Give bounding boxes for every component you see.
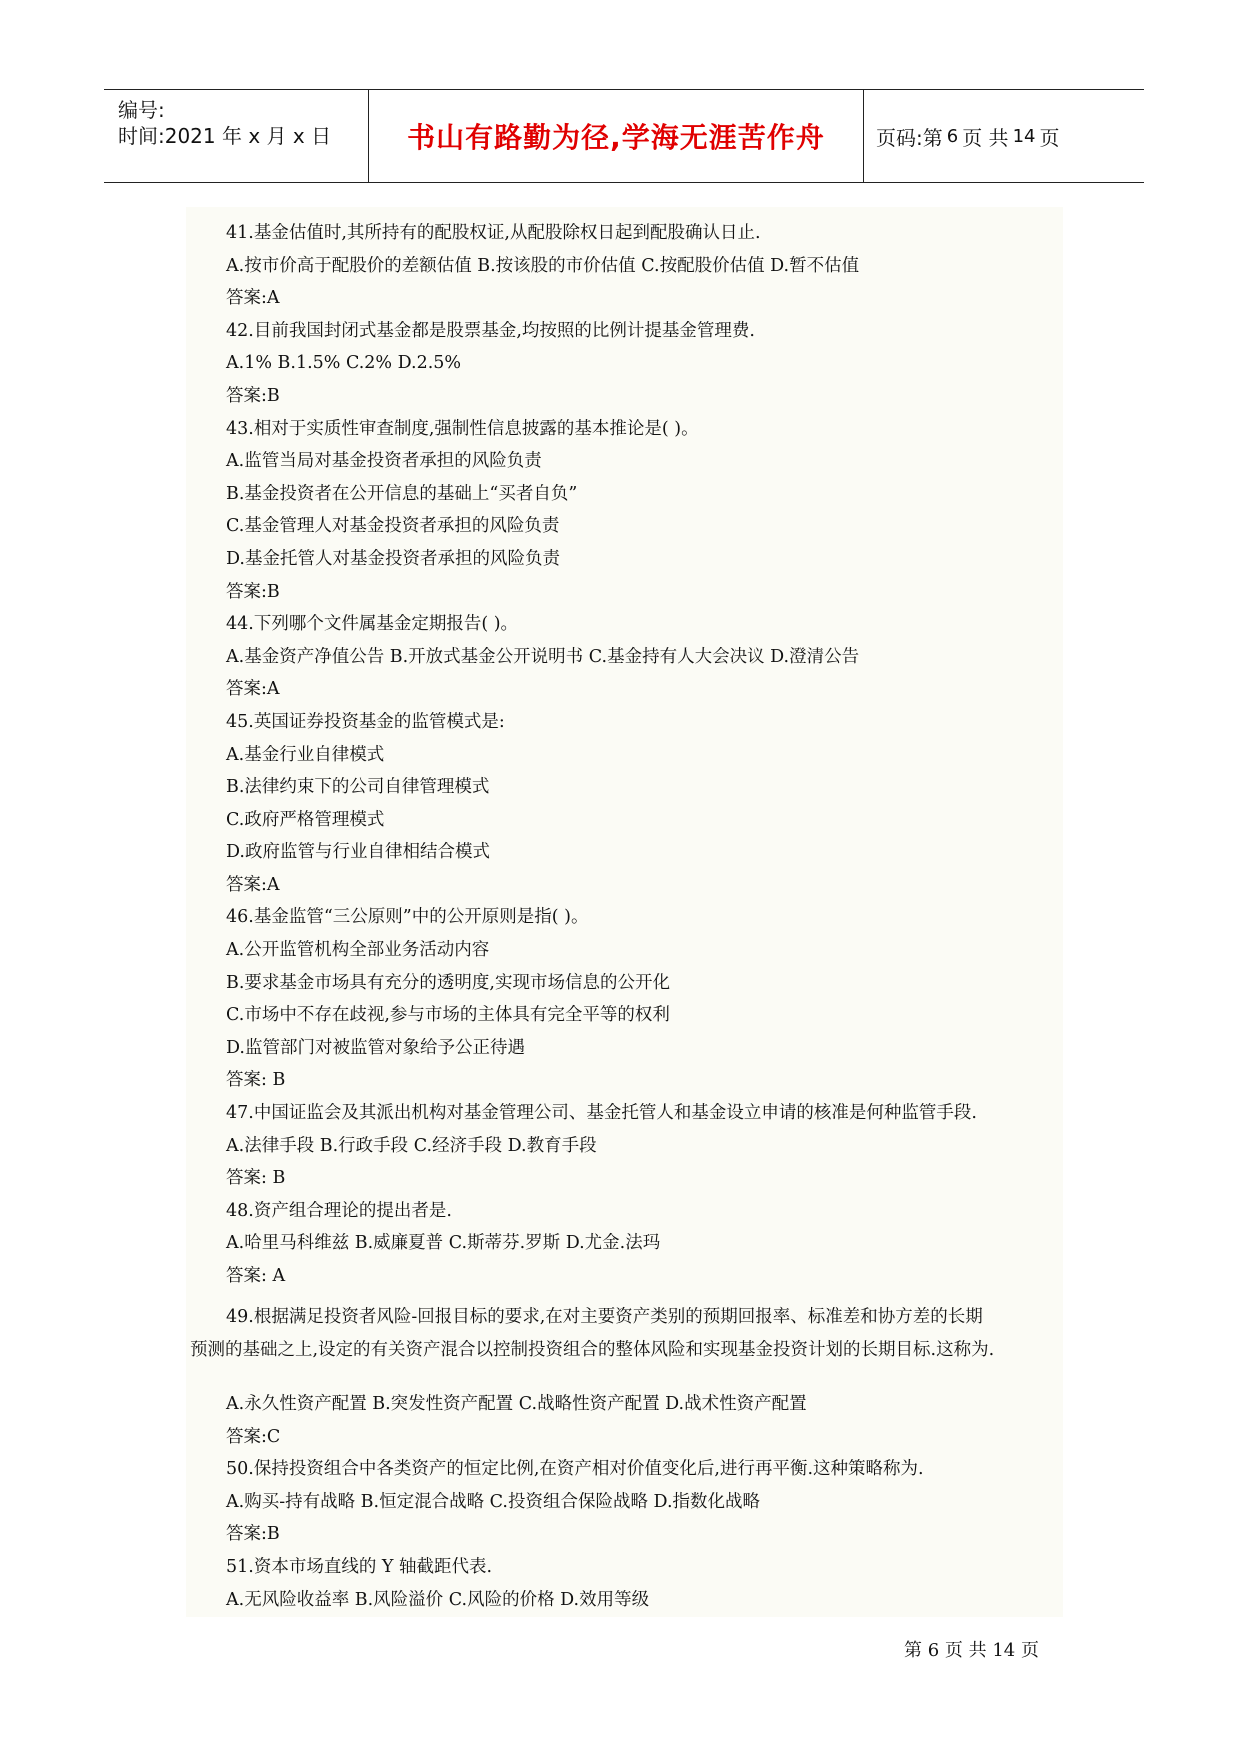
- document-header: [104, 89, 1144, 183]
- header-time-label: 时间:2021 年 x 月 x 日: [118, 124, 332, 148]
- text-line: 答案:B: [226, 385, 280, 406]
- page-footer: 第 6 页 共 14 页: [904, 1640, 1039, 1661]
- question-list-2: [226, 1388, 1046, 1616]
- text-line: A.按市价高于配股价的差额估值 B.按该股的市价估值 C.按配股价估值 D.暂不估值: [226, 255, 860, 276]
- text-line: A.法律手段 B.行政手段 C.经济手段 D.教育手段: [226, 1135, 597, 1156]
- text-line: A.公开监管机构全部业务活动内容: [226, 940, 490, 961]
- question-49-paragraph: [190, 1301, 1060, 1367]
- text-line: 答案:C: [226, 1426, 281, 1447]
- text-line: 50.保持投资组合中各类资产的恒定比例,在资产相对价值变化后,进行再平衡.这种策略称为.: [226, 1459, 924, 1480]
- text-line: 44.下列哪个文件属基金定期报告( )。: [226, 614, 519, 635]
- header-page-total: 14: [1012, 125, 1036, 147]
- text-line: C.政府严格管理模式: [226, 809, 385, 830]
- text-line: B.要求基金市场具有充分的透明度,实现市场信息的公开化: [226, 972, 670, 993]
- text-line: D.政府监管与行业自律相结合模式: [226, 842, 490, 863]
- text-line: B.基金投资者在公开信息的基础上“买者自负”: [226, 483, 578, 504]
- text-line: 47.中国证监会及其派出机构对基金管理公司、基金托管人和基金设立申请的核准是何种监管手段.: [226, 1103, 977, 1124]
- text-line: A.1% B.1.5% C.2% D.2.5%: [226, 353, 462, 374]
- header-page-cell: [864, 90, 1144, 182]
- header-left-cell: [104, 90, 369, 182]
- text-line: 答案:B: [226, 581, 280, 602]
- text-line: 答案: B: [226, 1168, 286, 1189]
- header-motto-cell: [369, 90, 864, 182]
- text-line: D.基金托管人对基金投资者承担的风险负责: [226, 548, 560, 569]
- paragraph-line-1: 49.根据满足投资者风险-回报目标的要求,在对主要资产类别的预期回报率、标准差和协方差的长期: [226, 1307, 983, 1327]
- header-page-mid: 页 共: [962, 125, 1009, 150]
- question-content: [186, 207, 1063, 1617]
- text-line: 答案: A: [226, 1266, 286, 1286]
- text-line: A.无风险收益率 B.风险溢价 C.风险的价格 D.效用等级: [226, 1589, 650, 1610]
- text-line: 答案: B: [226, 1070, 286, 1091]
- text-line: 46.基金监管“三公原则”中的公开原则是指( )。: [226, 907, 589, 928]
- paragraph-line-2: 预测的基础之上,设定的有关资产混合以控制投资组合的整体风险和实现基金投资计划的长期目标.这称为.: [190, 1340, 995, 1360]
- header-motto: 书山有路勤为径,学海无涯苦作舟: [407, 121, 825, 154]
- question-list-1: [226, 217, 1046, 1293]
- text-line: 答案:A: [226, 679, 280, 700]
- text-line: A.购买-持有战略 B.恒定混合战略 C.投资组合保险战略 D.指数化战略: [226, 1491, 761, 1512]
- text-line: 45.英国证券投资基金的监管模式是:: [226, 711, 505, 732]
- text-line: C.市场中不存在歧视,参与市场的主体具有完全平等的权利: [226, 1005, 670, 1026]
- header-page-suffix: 页: [1039, 125, 1060, 150]
- header-page-current: 6: [946, 125, 959, 147]
- text-line: D.监管部门对被监管对象给予公正待遇: [226, 1037, 525, 1058]
- text-line: A.哈里马科维兹 B.威廉夏普 C.斯蒂芬.罗斯 D.尤金.法玛: [226, 1233, 661, 1254]
- header-number-label: 编号:: [118, 98, 165, 122]
- text-line: 答案:B: [226, 1524, 280, 1545]
- text-line: B.法律约束下的公司自律管理模式: [226, 777, 490, 798]
- header-page-label: 页码:第: [876, 125, 943, 150]
- text-line: A.永久性资产配置 B.突发性资产配置 C.战略性资产配置 D.战术性资产配置: [226, 1394, 807, 1414]
- text-line: 42.目前我国封闭式基金都是股票基金,均按照的比例计提基金管理费.: [226, 320, 755, 341]
- text-line: A.基金资产净值公告 B.开放式基金公开说明书 C.基金持有人大会决议 D.澄清公告: [226, 646, 860, 667]
- text-line: C.基金管理人对基金投资者承担的风险负责: [226, 516, 560, 537]
- text-line: 43.相对于实质性审查制度,强制性信息披露的基本推论是( )。: [226, 418, 699, 439]
- text-line: 答案:A: [226, 874, 280, 895]
- text-line: A.基金行业自律模式: [226, 744, 385, 765]
- text-line: 48.资产组合理论的提出者是.: [226, 1200, 452, 1221]
- text-line: 51.资本市场直线的 Y 轴截距代表.: [226, 1556, 493, 1577]
- text-line: 答案:A: [226, 288, 280, 309]
- text-line: A.监管当局对基金投资者承担的风险负责: [226, 451, 542, 472]
- text-line: 41.基金估值时,其所持有的配股权证,从配股除权日起到配股确认日止.: [226, 223, 761, 243]
